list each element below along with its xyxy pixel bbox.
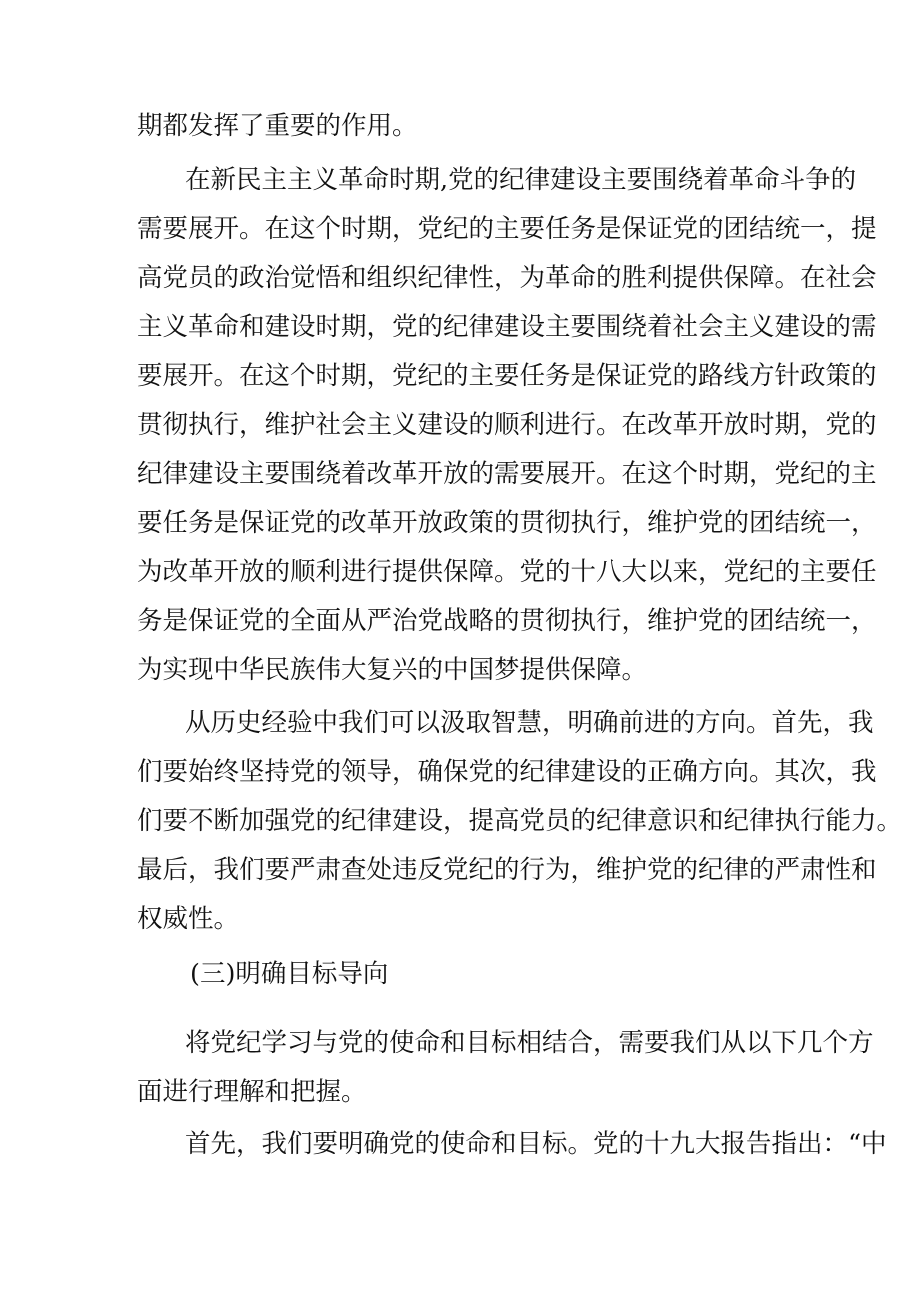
text-line: 期都发挥了重要的作用。: [137, 111, 418, 141]
text-line: 要任务是保证党的改革开放政策的贯彻执行，维护党的团结统一，: [137, 508, 877, 538]
text-line: 要展开。在这个时期，党纪的主要任务是保证党的路线方针政策的: [137, 361, 877, 391]
text-line: 们要始终坚持党的领导，确保党的纪律建设的正确方向。其次，我: [137, 757, 877, 787]
text-line: 需要展开。在这个时期，党纪的主要任务是保证党的团结统一，提: [137, 214, 877, 244]
section-heading: (三)明确目标导向: [190, 959, 389, 989]
text-line: 务是保证党的全面从严治党战略的贯彻执行，维护党的团结统一，: [137, 606, 877, 636]
paragraph-first-line: 首先，我们要明确党的使命和目标。党的十九大报告指出：“中: [185, 1129, 887, 1159]
paragraph-first-line: 在新民主主义革命时期,党的纪律建设主要围绕着革命斗争的: [185, 165, 857, 195]
paragraph-first-line: 从历史经验中我们可以汲取智慧，明确前进的方向。首先，我: [185, 708, 874, 738]
text-line: 主义革命和建设时期，党的纪律建设主要围绕着社会主义建设的需: [137, 312, 877, 342]
text-line: 为实现中华民族伟大复兴的中国梦提供保障。: [137, 655, 648, 685]
text-line: 贯彻执行，维护社会主义建设的顺利进行。在改革开放时期，党的: [137, 410, 877, 440]
text-line: 纪律建设主要围绕着改革开放的需要展开。在这个时期，党纪的主: [137, 459, 877, 489]
text-line: 最后，我们要严肃查处违反党纪的行为，维护党的纪律的严肃性和: [137, 855, 877, 885]
text-line: 权威性。: [137, 904, 240, 934]
text-line: 面进行理解和把握。: [137, 1077, 367, 1107]
text-line: 们要不断加强党的纪律建设，提高党员的纪律意识和纪律执行能力。: [137, 806, 903, 836]
paragraph-first-line: 将党纪学习与党的使命和目标相结合，需要我们从以下几个方: [185, 1028, 874, 1058]
text-line: 高党员的政治觉悟和组织纪律性，为革命的胜利提供保障。在社会: [137, 263, 877, 293]
text-line: 为改革开放的顺利进行提供保障。党的十八大以来，党纪的主要任: [137, 557, 877, 587]
